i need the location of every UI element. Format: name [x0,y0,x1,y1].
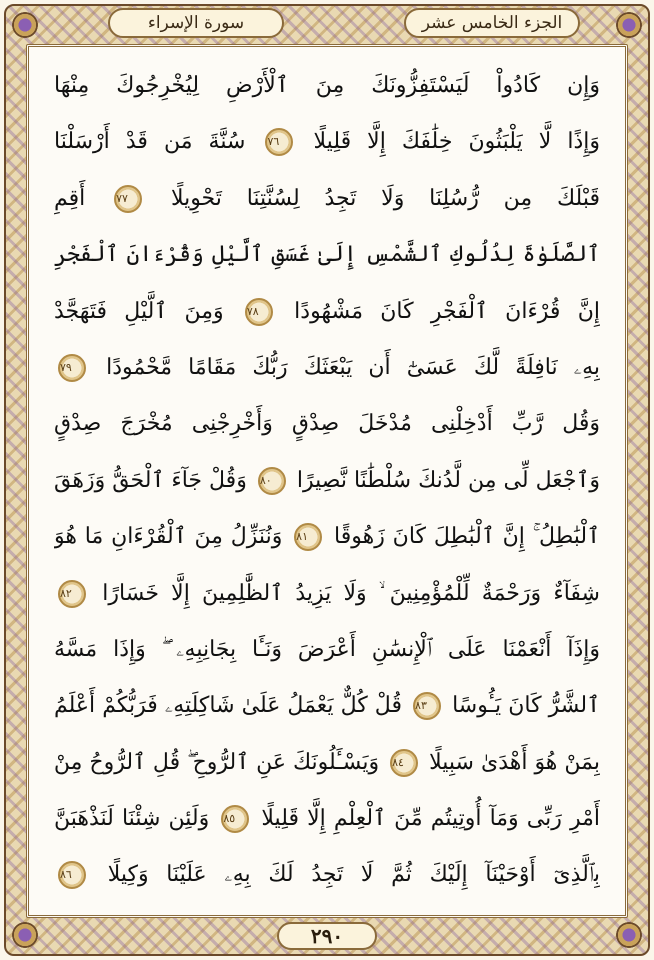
verse-text: بِمَنْ هُوَ أَهْدَىٰ سَبِيلًا [429,749,600,775]
verse-text: بِهِۦ نَافِلَةً لَّكَ عَسَىٰٓ أَن يَبْعَثَكَ رَبُّكَ مَقَامًا مَّحْمُودًا [106,354,600,380]
text-line [54,735,600,791]
surah-name-cartouche [108,8,284,38]
page-number: ٢٩٠ [310,924,344,948]
verse-text: شِفَآءٌ وَرَحْمَةٌ لِّلْمُؤْمِنِينَ ۙ وَلَا يَزِيدُ ٱلظَّٰلِمِينَ إِلَّا خَسَارًا [102,580,600,606]
quran-text [54,58,600,904]
text-line [54,678,600,734]
ayah-number-marker: ٧٨ [245,298,273,326]
verse-text: ٱلْبَٰطِلُ ۚ إِنَّ ٱلْبَٰطِلَ كَانَ زَهُوقًا [334,524,600,550]
juz-name-cartouche [404,8,580,38]
text-line [54,509,600,565]
ayah-number-marker: ٨٤ [390,749,418,777]
text-line [54,622,600,678]
verse-text: وَيَسْـَٔلُونَكَ عَنِ ٱلرُّوحِ ۖ قُلِ ٱلرُّوحُ مِنْ [54,749,380,775]
ayah-number-marker: ٨٣ [413,692,441,720]
verse-text: بِٱلَّذِىٓ أَوْحَيْنَآ إِلَيْكَ ثُمَّ لَا تَجِدُ لَكَ بِهِۦ عَلَيْنَا وَكِيلًا [107,862,600,888]
verse-text: وَإِن كَادُواْ لَيَسْتَفِزُّونَكَ مِنَ ٱلْأَرْضِ لِيُخْرِجُوكَ مِنْهَا [54,73,600,98]
text-line [54,453,600,509]
verse-text: سُنَّةَ مَن قَدْ أَرْسَلْنَا [54,129,246,155]
verse-text: ٱلشَّرُّ كَانَ يَـُٔوسًا [452,693,600,719]
page-number-badge [277,922,377,950]
ayah-number-marker: ٧٧ [114,185,142,213]
verse-text: وَإِذَآ أَنْعَمْنَا عَلَى ٱلْإِنسَٰنِ أَعْرَضَ وَنَـَٔا بِجَانِبِهِۦ ۖ وَإِذَا مَسَّهُ [54,636,600,662]
juz-name: الجزء الخامس عشر [421,13,563,33]
text-line [54,340,600,396]
text-line [54,396,600,452]
verse-text: قَبْلَكَ مِن رُّسُلِنَا وَلَا تَجِدُ لِسُنَّتِنَا تَحْوِيلًا [170,185,600,211]
verse-text: وَٱجْعَل لِّى مِن لَّدُنكَ سُلْطَٰنًا نَّصِيرًا [296,467,600,493]
verse-text: وَمِنَ ٱلَّيْلِ فَتَهَجَّدْ [54,298,224,324]
ayah-number-marker: ٨٥ [221,805,249,833]
verse-text: وَقُلْ جَآءَ ٱلْحَقُّ وَزَهَقَ [54,467,247,493]
ayah-number-marker: ٨١ [294,523,322,551]
corner-ornament-icon [616,12,642,38]
surah-name: سورة الإسراء [147,13,245,33]
corner-ornament-icon [12,922,38,948]
verse-text: أَمْرِ رَبِّى وَمَآ أُوتِيتُم مِّنَ ٱلْعِلْمِ إِلَّا قَلِيلًا [261,806,600,832]
verse-text: إِنَّ قُرْءَانَ ٱلْفَجْرِ كَانَ مَشْهُودًا [294,298,600,324]
text-line [54,227,600,283]
verse-text: وَقُل رَّبِّ أَدْخِلْنِى مُدْخَلَ صِدْقٍ وَأَخْرِجْنِى مُخْرَجَ صِدْقٍ [54,411,600,437]
ayah-number-marker: ٧٩ [58,354,86,382]
verse-text: وَلَئِن شِئْنَا لَنَذْهَبَنَّ [54,806,210,832]
text-line [54,171,600,227]
text-line [54,114,600,170]
ayah-number-marker: ٨٠ [258,467,286,495]
text-line [54,847,600,903]
verse-text: أَقِمِ [54,185,86,211]
ayah-number-marker: ٨٢ [58,580,86,608]
ayah-number-marker: ٨٦ [58,861,86,889]
text-line [54,58,600,114]
verse-text: قُلْ كُلٌّ يَعْمَلُ عَلَىٰ شَاكِلَتِهِۦ فَرَبُّكُمْ أَعْلَمُ [54,693,402,719]
verse-text: ٱلصَّلَوٰةَ لِدُلُوكِ ٱلشَّمْسِ إِلَىٰ غَسَقِ ٱلَّيْلِ وَقُرْءَانَ ٱلْفَجْرِ [54,242,600,268]
verse-text: وَإِذًا لَّا يَلْبَثُونَ خِلَٰفَكَ إِلَّا قَلِيلًا [313,129,600,155]
text-line [54,284,600,340]
text-line [54,566,600,622]
corner-ornament-icon [12,12,38,38]
ayah-number-marker: ٧٦ [265,128,293,156]
corner-ornament-icon [616,922,642,948]
verse-text: وَنُنَزِّلُ مِنَ ٱلْقُرْءَانِ مَا هُوَ [54,524,283,550]
text-line [54,791,600,847]
